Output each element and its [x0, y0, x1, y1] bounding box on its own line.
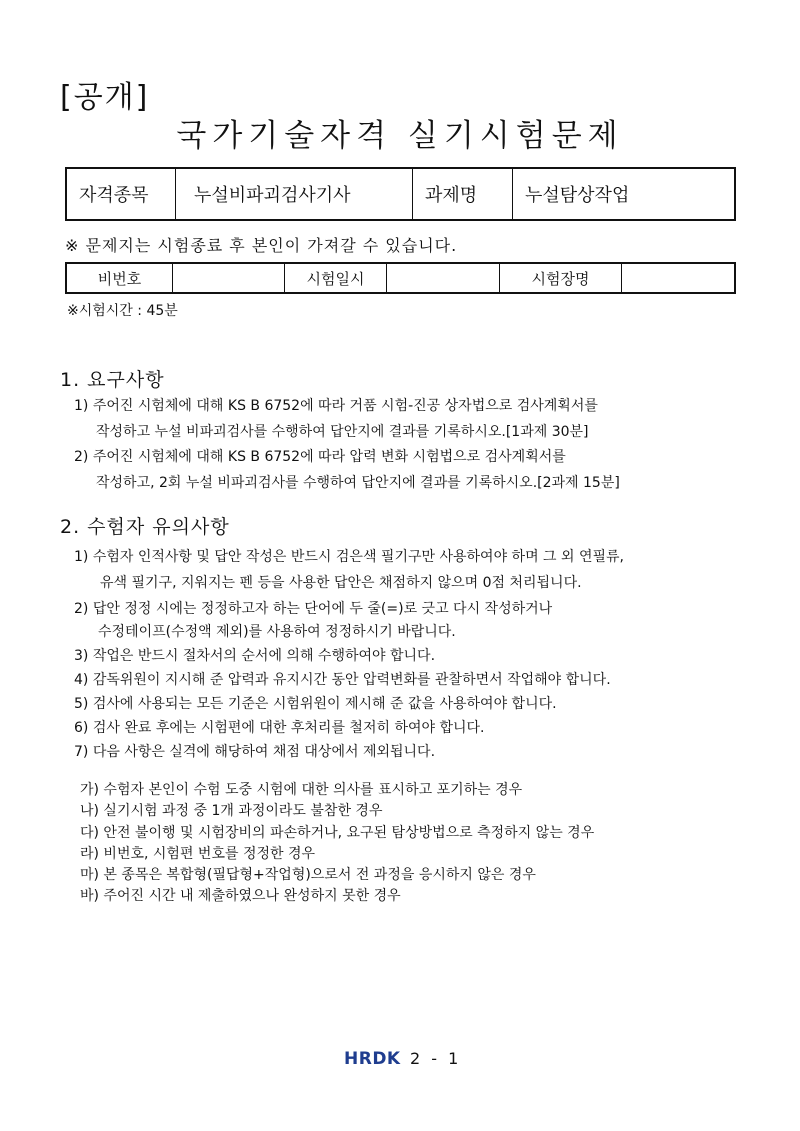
exam-number-label: 비번호 — [66, 263, 173, 293]
disqualification-item: 가) 수험자 본인이 수험 도중 시험에 대한 의사를 표시하고 포기하는 경우 — [80, 782, 523, 798]
exam-venue-cell — [622, 263, 736, 293]
task-value: 누설탐상작업 — [513, 168, 736, 220]
hrdk-logo: HRDK — [344, 1049, 401, 1069]
requirement-line: 1) 주어진 시험체에 대해 KS B 6752에 따라 거품 시험-진공 상자법으로 검사계획서를 — [74, 398, 598, 414]
qualification-table — [65, 167, 736, 221]
caution-line: 6) 검사 완료 후에는 시험편에 대한 후처리를 철저히 하여야 합니다. — [74, 720, 485, 736]
caution-line: 1) 수험자 인적사항 및 답안 작성은 반드시 검은색 필기구만 사용하여야 하며 그 외 연필류, — [74, 549, 625, 565]
qualification-label: 자격종목 — [66, 168, 176, 220]
requirements-heading: 1. 요구사항 — [60, 369, 165, 391]
qualification-value: 누설비파괴검사기사 — [176, 168, 413, 220]
exam-info-table — [65, 262, 736, 294]
caution-line: 수정테이프(수정액 제외)를 사용하여 정정하시기 바랍니다. — [98, 624, 456, 640]
requirement-line: 작성하고, 2회 누설 비파괴검사를 수행하여 답안지에 결과를 기록하시오.[2과제 15분] — [96, 475, 620, 491]
cautions-heading: 2. 수험자 유의사항 — [60, 516, 230, 538]
requirement-line: 2) 주어진 시험체에 대해 KS B 6752에 따라 압력 변화 시험법으로 검사계획서를 — [74, 449, 566, 465]
disqualification-item: 나) 실기시험 과정 중 1개 과정이라도 불참한 경우 — [80, 803, 383, 819]
document-tag: [공개] — [60, 80, 150, 115]
exam-number-cell — [173, 263, 285, 293]
page-number: 2 - 1 — [410, 1049, 462, 1068]
disqualification-item: 다) 안전 불이행 및 시험장비의 파손하거나, 요구된 탐상방법으로 측정하지 않는 경우 — [80, 825, 595, 841]
caution-line: 3) 작업은 반드시 절차서의 순서에 의해 수행하여야 합니다. — [74, 648, 436, 664]
disqualification-item: 바) 주어진 시간 내 제출하였으나 완성하지 못한 경우 — [80, 888, 401, 904]
caution-line: 2) 답안 정정 시에는 정정하고자 하는 단어에 두 줄(=)로 긋고 다시 작성하거나 — [74, 601, 553, 617]
exam-venue-label: 시험장명 — [500, 263, 622, 293]
caution-line: 유색 필기구, 지워지는 펜 등을 사용한 답안은 채점하지 않으며 0점 처리됩니다. — [100, 575, 582, 591]
caution-line: 5) 검사에 사용되는 모든 기준은 시험위원이 제시해 준 값을 사용하여야 합니다. — [74, 696, 557, 712]
disqualification-item: 마) 본 종목은 복합형(필답형+작업형)으로서 전 과정을 응시하지 않은 경우 — [80, 867, 536, 883]
exam-date-label: 시험일시 — [285, 263, 387, 293]
task-label: 과제명 — [413, 168, 513, 220]
document-title: 국가기술자격 실기시험문제 — [176, 118, 624, 154]
take-home-notice: ※ 문제지는 시험종료 후 본인이 가져갈 수 있습니다. — [65, 236, 458, 255]
requirement-line: 작성하고 누설 비파괴검사를 수행하여 답안지에 결과를 기록하시오.[1과제 30분] — [96, 424, 589, 440]
time-limit: ※시험시간 : 45분 — [67, 303, 178, 319]
disqualification-item: 라) 비번호, 시험편 번호를 정정한 경우 — [80, 846, 316, 862]
exam-date-cell — [387, 263, 500, 293]
caution-line: 7) 다음 사항은 실격에 해당하여 채점 대상에서 제외됩니다. — [74, 744, 436, 760]
caution-line: 4) 감독위원이 지시해 준 압력과 유지시간 동안 압력변화를 관찰하면서 작업해야 합니다. — [74, 672, 611, 688]
